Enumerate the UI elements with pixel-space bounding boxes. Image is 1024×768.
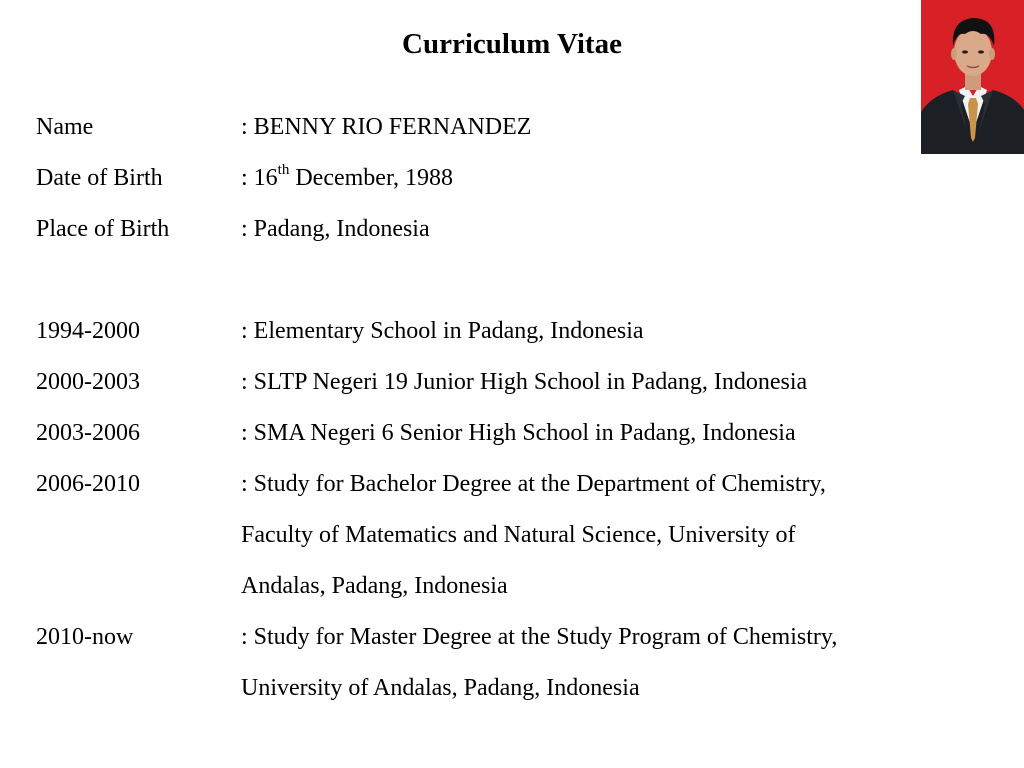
pob-value: : Padang, Indonesia	[241, 216, 430, 242]
dob-value	[241, 163, 453, 193]
education-text-continued: University of Andalas, Padang, Indonesia	[241, 675, 640, 701]
education-text-continued: Faculty of Matematics and Natural Science, University of	[241, 522, 796, 548]
education-period: 2006-2010	[36, 471, 140, 497]
dob-prefix: : 16	[241, 165, 278, 191]
education-text: : SMA Negeri 6 Senior High School in Padang, Indonesia	[241, 420, 796, 446]
education-period: 2000-2003	[36, 369, 140, 395]
education-text-continued: Andalas, Padang, Indonesia	[241, 573, 508, 599]
pob-label: Place of Birth	[36, 216, 170, 242]
education-period: 2010-now	[36, 624, 134, 650]
profile-photo	[921, 0, 1024, 154]
name-label: Name	[36, 114, 94, 140]
name-value: : BENNY RIO FERNANDEZ	[241, 114, 532, 140]
document-title: Curriculum Vitae	[402, 28, 622, 60]
education-period: 2003-2006	[36, 420, 140, 446]
dob-sup: th	[277, 162, 290, 178]
education-text: : Elementary School in Padang, Indonesia	[241, 318, 644, 344]
dob-label: Date of Birth	[36, 165, 163, 191]
education-text: : SLTP Negeri 19 Junior High School in Padang, Indonesia	[241, 369, 808, 395]
education-text: : Study for Bachelor Degree at the Department of Chemistry,	[241, 471, 826, 497]
education-text: : Study for Master Degree at the Study Program of Chemistry,	[241, 624, 838, 650]
education-period: 1994-2000	[36, 318, 140, 344]
dob-suffix: December, 1988	[289, 165, 453, 191]
